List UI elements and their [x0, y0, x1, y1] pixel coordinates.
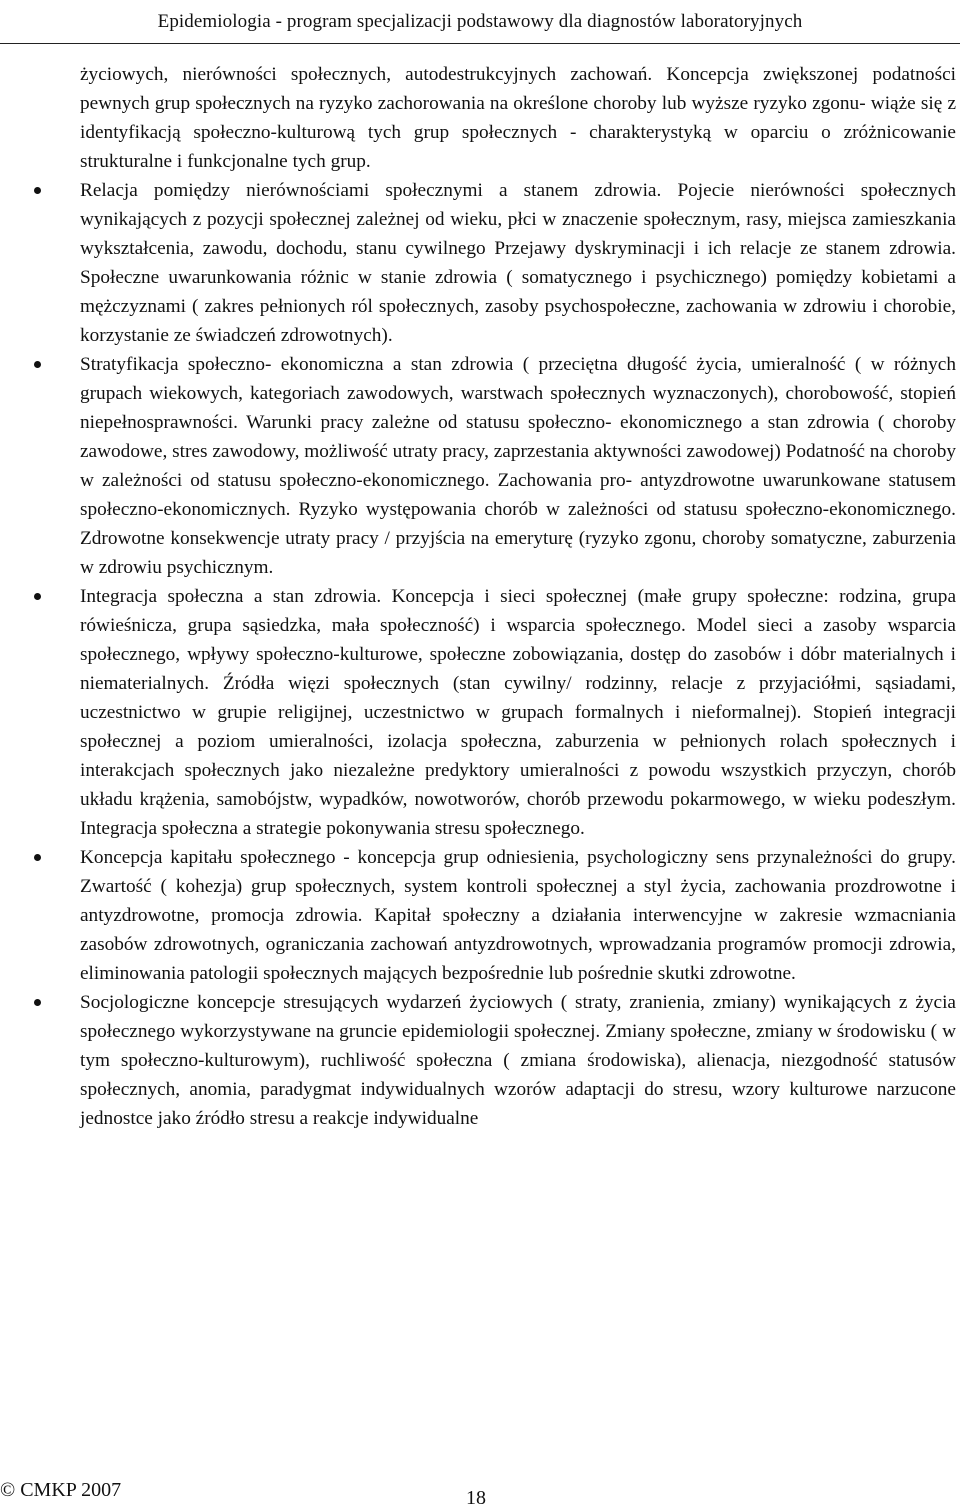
footer-copyright: © CMKP 2007	[0, 1479, 122, 1501]
page-number: 18	[466, 1487, 486, 1509]
header-title: Epidemiologia - program specjalizacji podstawowy dla diagnostów laboratoryjnych	[157, 11, 803, 32]
bullet-icon	[34, 361, 41, 368]
list-item	[80, 988, 956, 1133]
list-item	[80, 350, 956, 582]
header-divider	[0, 43, 960, 44]
document-body	[80, 60, 956, 1133]
bullet-icon	[34, 593, 41, 600]
bullet-icon	[34, 854, 41, 861]
list-item	[80, 176, 956, 350]
intro-paragraph: życiowych, nierówności społecznych, autodestrukcyjnych zachowań. Koncepcja zwiększonej podatności pewnych grup społecznych na ryzyko zachorowania na określone choroby lub wyższe ryzyko zgonu- wiąże się z identyfikacją społeczno-kulturową tych grup społecznych - charakterystyką w oparciu o zróżnicowanie strukturalne i funkcjonalne tych grup.	[80, 64, 956, 172]
list-item-text: Relacja pomiędzy nierównościami społecznymi a stanem zdrowia. Pojecie nierówności społecznych wynikających z pozycji społecznej zależnej od wieku, płci w znaczenie społecznym, rasy, miejsca zamieszkania wykształcenia, zawodu, dochodu, stanu cywilnego Przejawy dyskryminacji i ich relacje ze stanem zdrowia. Społeczne uwarunkowania różnic w stanie zdrowia ( somatycznego i psychicznego) pomiędzy kobietami a mężczyznami ( zakres pełnionych ról społecznych, zasoby psychospołeczne, zachowania w zdrowiu i chorobie, korzystanie ze świadczeń zdrowotnych).	[80, 180, 956, 346]
list-item-text: Stratyfikacja społeczno- ekonomiczna a stan zdrowia ( przeciętna długość życia, umieralność ( w różnych grupach wiekowych, kategoriach zawodowych, warstwach społecznych wyznaczonych), chorobowość, stopień niepełnosprawności. Warunki pracy zależne od statusu społeczno- ekonomicznego a stan zdrowia ( choroby zawodowe, stres zawodowy, możliwość utraty pracy, zaprzestania aktywności zawodowej) Podatność na choroby w zależności od statusu społeczno-ekonomicznego. Zachowania pro- antyzdrowotne uwarunkowane statusem społeczno-ekonomicznych. Ryzyko występowania chorób w zależności od statusu społeczno-ekonomicznego. Zdrowotne konsekwencje utraty pracy / przyjścia na emeryturę (ryzyko zgonu, choroby somatyczne, zaburzenia w zdrowiu psychicznym.	[80, 354, 956, 578]
list-item-text: Integracja społeczna a stan zdrowia. Koncepcja i sieci społecznej (małe grupy społeczne: rodzina, grupa rówieśnicza, grupa sąsiedzka, mała społeczność) i wsparcia społecznego. Model sieci a zasoby wsparcia społecznego, wpływy społeczno-kulturowe, społeczne zobowiązania, dostęp do zasobów i dóbr materialnych i niematerialnych. Źródła więzi społecznych (stan cywilny/ rodzinny, relacje z przyjaciółmi, sąsiadami, uczestnictwo w grupie religijnej, uczestnictwo w grupach formalnych i nieformalnej). Stopień integracji społecznej a poziom umieralności, izolacja społeczna, zaburzenia w pełnionych rolach społecznych i interakcjach społecznych jako niezależne predyktory umieralności z powodu wszystkich przyczyn, chorób układu krążenia, samobójstw, wypadków, nowotworów, chorób przewodu pokarmowego, w wieku podeszłym. Integracja społeczna a strategie pokonywania stresu społecznego.	[80, 586, 956, 839]
list-item-text: Koncepcja kapitału społecznego - koncepcja grup odniesienia, psychologiczny sens przynależności do grupy. Zwartość ( kohezja) grup społecznych, system kontroli społecznej a styl życia, zachowania prozdrowotne i antyzdrowotne, promocja zdrowia. Kapitał społeczny a działania interwencyjne w zakresie wzmacniania zasobów zdrowotnych, ograniczania zachowań antyzdrowotnych, wprowadzania programów promocji zdrowia, eliminowania patologii społecznych mających bezpośrednie lub pośrednie skutki zdrowotne.	[80, 847, 956, 984]
list-item-text: Socjologiczne koncepcje stresujących wydarzeń życiowych ( straty, zranienia, zmiany) wynikających z życia społecznego wykorzystywane na gruncie epidemiologii społecznej. Zmiany społeczne, zmiany w środowisku ( w tym społeczno-kulturowym), ruchliwość społeczna ( zmiana środowiska), alienacja, niezgodność statusów społecznych, anomia, paradygmat indywidualnych wzorów adaptacji do stresu, wzory kulturowe narzucone jednostce jako źródło stresu a reakcje indywidualne	[80, 992, 956, 1129]
bullet-icon	[34, 999, 41, 1006]
bullet-list	[80, 176, 956, 1133]
list-item	[80, 582, 956, 843]
bullet-icon	[34, 187, 41, 194]
page-header	[0, 0, 960, 44]
list-item	[80, 843, 956, 988]
